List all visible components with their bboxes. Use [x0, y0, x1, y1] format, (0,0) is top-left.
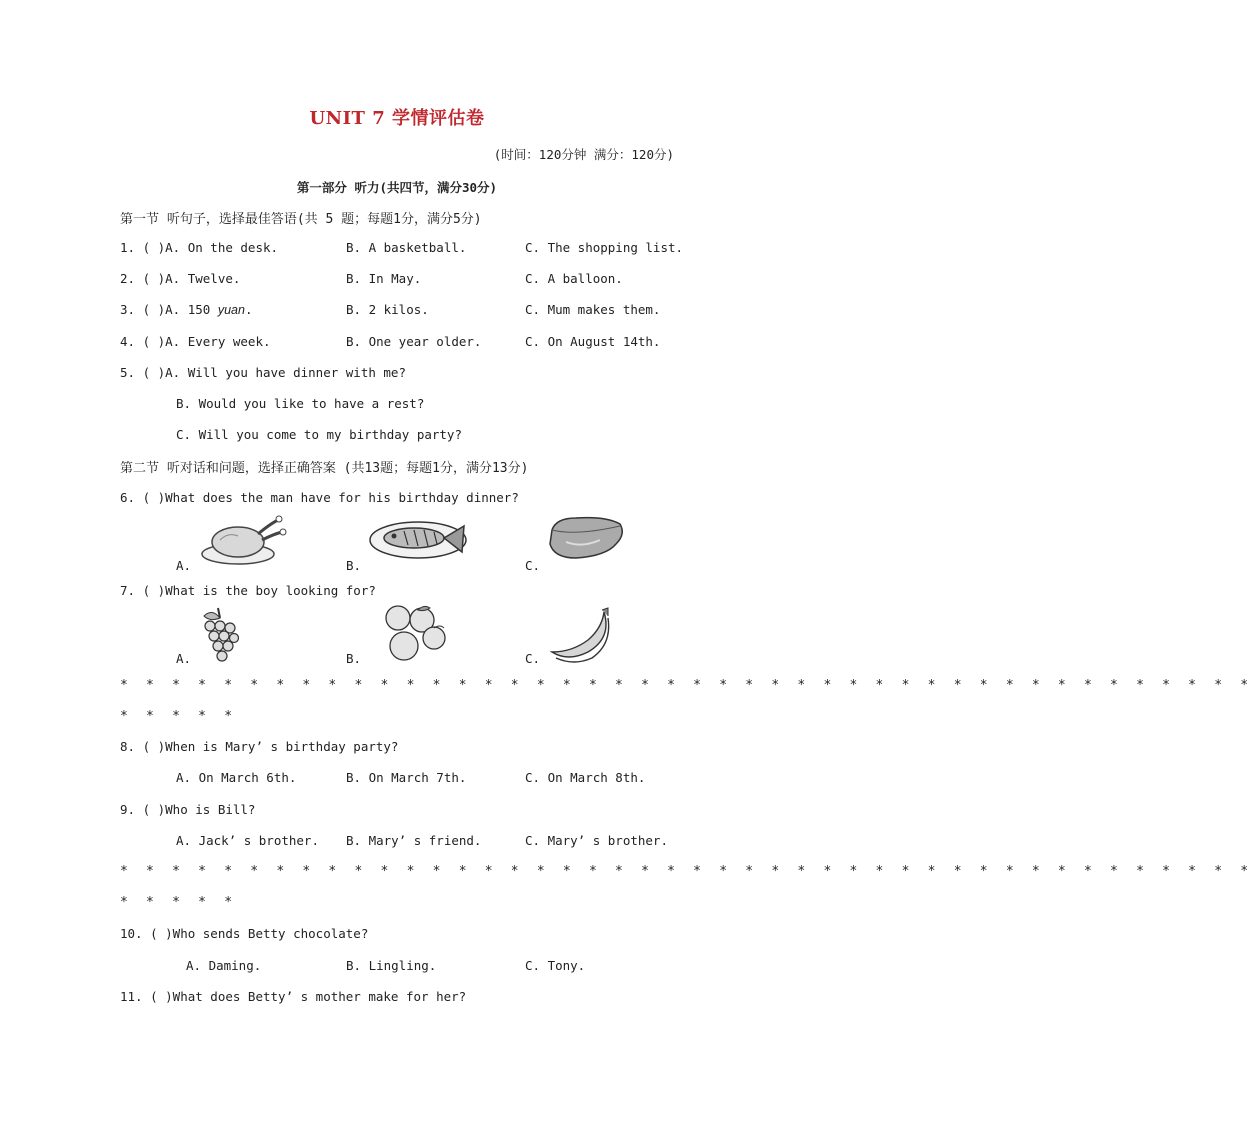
q9-stem: 9. ( )Who is Bill? [120, 802, 256, 817]
q3-option-c: C. Mum makes them. [525, 302, 661, 317]
q8-stem: 8. ( )When is Mary’ s birthday party? [120, 739, 399, 754]
q1-option-c: C. The shopping list. [525, 240, 684, 255]
q1-stem-a: 1. ( )A. On the desk. [120, 240, 279, 255]
q9-option-b: B. Mary’ s friend. [346, 833, 482, 848]
page-title: UNIT 7 学情评估卷 [309, 108, 485, 129]
exam-meta: (时间：120分钟 满分：120分) [493, 147, 674, 162]
q10-option-c: C. Tony. [525, 958, 586, 973]
separator-stars-tail: * * * * * [120, 895, 238, 910]
bananas-icon [548, 608, 614, 662]
q8-option-c: C. On March 8th. [525, 770, 646, 785]
q7-stem: 7. ( )What is the boy looking for? [120, 583, 376, 598]
steak-icon [546, 514, 628, 562]
q9-option-a: A. Jack’ s brother. [176, 833, 319, 848]
q6-option-a: A. [176, 558, 192, 573]
q4-option-b: B. One year older. [346, 334, 482, 349]
q8-option-a: A. On March 6th. [176, 770, 297, 785]
q2-option-c: C. A balloon. [525, 271, 623, 286]
q7-option-c: C. [525, 651, 541, 666]
q3-stem-a [120, 302, 252, 317]
oranges-icon [382, 602, 448, 664]
grapes-icon [198, 606, 240, 664]
q4-option-c: C. On August 14th. [525, 334, 661, 349]
q11-stem: 11. ( )What does Betty’ s mother make for her? [120, 989, 467, 1004]
section-1-heading: 第一节 听句子，选择最佳答语(共 5 题；每题1分，满分5分) [120, 212, 482, 227]
q7-option-a: A. [176, 651, 192, 666]
q8-option-b: B. On March 7th. [346, 770, 467, 785]
separator-stars: * * * * * * * * * * * * * * * * * * * * * * * * * * * * * * * * * * * * * * * * * * * * [120, 678, 1253, 693]
q2-option-b: B. In May. [346, 271, 422, 286]
q3-stem-text: 3. ( )A. 150 [120, 302, 218, 317]
q5-stem-a: 5. ( )A. Will you have dinner with me? [120, 365, 406, 380]
q3-option-b: B. 2 kilos. [346, 302, 429, 317]
q5-option-c: C. Will you come to my birthday party? [176, 427, 462, 442]
part-title: 第一部分 听力(共四节，满分30分) [296, 180, 498, 195]
separator-stars: * * * * * * * * * * * * * * * * * * * * * * * * * * * * * * * * * * * * * * * * * * * * [120, 864, 1253, 879]
q6-option-c: C. [525, 558, 541, 573]
q5-option-b: B. Would you like to have a rest? [176, 396, 425, 411]
q2-stem-a: 2. ( )A. Twelve. [120, 271, 241, 286]
q10-option-a: A. Daming. [186, 958, 262, 973]
fish-plate-icon [368, 516, 472, 560]
roast-chicken-icon [198, 512, 288, 570]
q4-stem-a: 4. ( )A. Every week. [120, 334, 271, 349]
q6-stem: 6. ( )What does the man have for his birthday dinner? [120, 490, 519, 505]
section-2-heading: 第二节 听对话和问题，选择正确答案 (共13题；每题1分，满分13分) [120, 461, 529, 476]
q1-option-b: B. A basketball. [346, 240, 467, 255]
q6-option-b: B. [346, 558, 362, 573]
q10-option-b: B. Lingling. [346, 958, 437, 973]
q3-yuan: yuan [217, 303, 245, 317]
separator-stars-tail: * * * * * [120, 709, 238, 724]
q10-stem: 10. ( )Who sends Betty chocolate? [120, 926, 369, 941]
q9-option-c: C. Mary’ s brother. [525, 833, 668, 848]
q3-stem-end: . [244, 302, 253, 317]
q7-option-b: B. [346, 651, 362, 666]
